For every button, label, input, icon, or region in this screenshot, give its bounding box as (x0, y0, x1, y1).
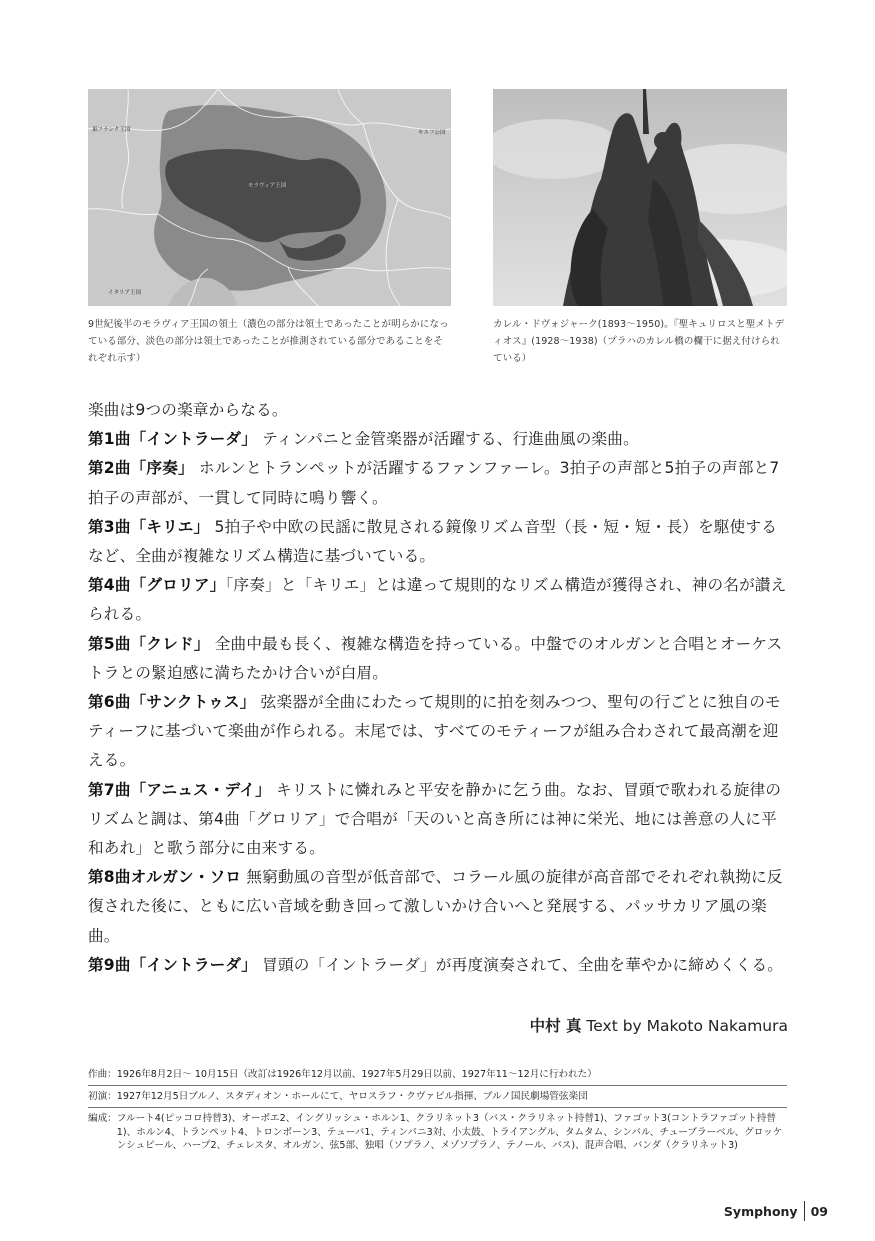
movement-text: 5拍子や中欧の民謡に散見される鏡像リズム音型（長・短・短・長）を駆使するなど、全曲が複雑なリズム構造に基づいている。 (88, 517, 778, 566)
movement-title: 第6曲「サンクトゥス」 (88, 693, 256, 712)
page-footer (724, 1201, 828, 1221)
credit-row-composition (88, 1065, 787, 1085)
map-label-kiev: キエフ公国 (418, 130, 446, 136)
movement-text: 弦楽器が全曲にわたって規則的に拍を刻みつつ、聖句の行ごとに独自のモティーフに基づいて楽曲が作られる。末尾では、すべてのモティーフが組み合わされて最高潮を迎える。 (88, 693, 781, 770)
statue-photo-image (493, 89, 787, 306)
movement-8 (88, 863, 788, 951)
credit-value: フルート4(ピッコロ持替3)、オーボエ2、イングリッシュ・ホルン1、クラリネット3（バス・クラリネット持替1)、ファゴット3(コントラファゴット持替1)、ホルン4、トランペット4、トロンボーン3、テューバ1、ティンパニ3対、小太鼓、トライアングル、タムタム、シンバル、チューブラーベル、グロッケンシュピール、ハープ2、チェレスタ、オルガン、弦5部、独唱（ソプラノ、メゾソプラノ、テノール、バス)、混声合唱、バンダ（クラリネット3) (116, 1113, 783, 1151)
movement-title: 第5曲「クレド」 (88, 634, 210, 653)
page-number: 09 (810, 1203, 828, 1219)
movement-title: 第3曲「キリエ」 (88, 517, 210, 536)
movement-title: 第9曲「イントラーダ」 (88, 955, 257, 974)
photo-caption: カレル・ドヴォジャーク(1893〜1950)。『聖キュリロスと聖メトディオス』(1928〜1938)（プラハのカレル橋の欄干に据え付けられている） (493, 319, 785, 364)
movement-text: 全曲中最も長く、複雑な構造を持っている。中盤でのオルガンと合唱とオーケストラとの緊迫感に満ちたかけ合いが白眉。 (88, 634, 783, 682)
map-figure (88, 89, 451, 367)
movement-text: 「序奏」と「キリエ」とは違って規則的なリズム構造が獲得され、神の名が讃えられる。 (88, 576, 787, 624)
credit-row-premiere (88, 1085, 787, 1107)
movement-text: 冒頭の「イントラーダ」が再度演奏されて、全曲を華やかに締めくくる。 (257, 955, 784, 974)
author-name: 中村 真 (529, 1017, 582, 1035)
intro-paragraph: 楽曲は9つの楽章からなる。 (88, 401, 288, 419)
credit-value: 1927年12月5日ブルノ、スタディオン・ホールにて、ヤロスラフ・クヴァピル指揮、ブルノ国民劇場管弦楽団 (116, 1091, 588, 1103)
credit-label: 作曲： (88, 1069, 117, 1080)
credit-label: 初演： (88, 1091, 117, 1103)
movement-text: キリストに憐れみと平安を静かに乞う曲。なお、冒頭で歌われる旋律のリズムと調は、第4曲「グロリア」で合唱が「天のいと高き所には神に栄光、地には善意の人に平和あれ」と歌う部分に由来する。 (88, 780, 782, 858)
moravia-map-image (88, 89, 451, 306)
movement-title: 第8曲オルガン・ソロ (88, 868, 242, 887)
movement-title: 第2曲「序奏」 (88, 459, 194, 478)
map-label-italy: イタリア王国 (108, 290, 142, 296)
movement-1 (88, 425, 788, 454)
footer-publication-name: Symphony (723, 1203, 798, 1219)
movement-text: ホルンとトランペットが活躍するファンファーレ。3拍子の声部と5拍子の声部と7拍子の声部が、一貫して同時に鳴り響く。 (88, 459, 780, 507)
credits-block (88, 1065, 787, 1156)
map-label-moravia: モラヴィア王国 (248, 183, 287, 189)
movement-5 (88, 630, 788, 688)
main-text (88, 396, 788, 980)
credit-label: 編成： (88, 1113, 117, 1125)
movement-6 (88, 688, 788, 776)
credit-value: 1926年8月2日〜 10月15日（改訂は1926年12月以前、1927年5月29日以前、1927年11〜12月に行われた） (116, 1069, 597, 1080)
movement-text: ティンパニと金管楽器が活躍する、行進曲風の楽曲。 (257, 430, 639, 449)
credit-row-instrumentation (88, 1107, 787, 1156)
photo-figure (493, 89, 787, 367)
movement-title: 第7曲「アニュス・デイ」 (88, 780, 271, 799)
movement-3 (88, 513, 788, 571)
movement-9 (88, 951, 788, 980)
author-text-by: Text by Makoto Nakamura (581, 1017, 788, 1035)
movement-title: 第4曲「グロリア」 (88, 576, 226, 595)
map-label-east-frankish: 東フランク王国 (92, 127, 131, 133)
movement-text: 無窮動風の音型が低音部で、コラール風の旋律が高音部でそれぞれ執拗に反復された後に、ともに広い音域を動き回って激しいかけ合いへと発展する、パッサカリア風の楽曲。 (88, 868, 783, 945)
movement-4 (88, 571, 788, 629)
movement-title: 第1曲「イントラーダ」 (88, 430, 257, 449)
movement-7 (88, 776, 788, 864)
map-caption: 9世紀後半のモラヴィア王国の領土（濃色の部分は領土であったことが明らかになっている部分、淡色の部分は領土であったことが推測されている部分であることをそれぞれ示す） (88, 319, 449, 364)
author-credit (530, 1014, 788, 1036)
movement-2 (88, 454, 788, 512)
footer-divider (804, 1201, 805, 1221)
